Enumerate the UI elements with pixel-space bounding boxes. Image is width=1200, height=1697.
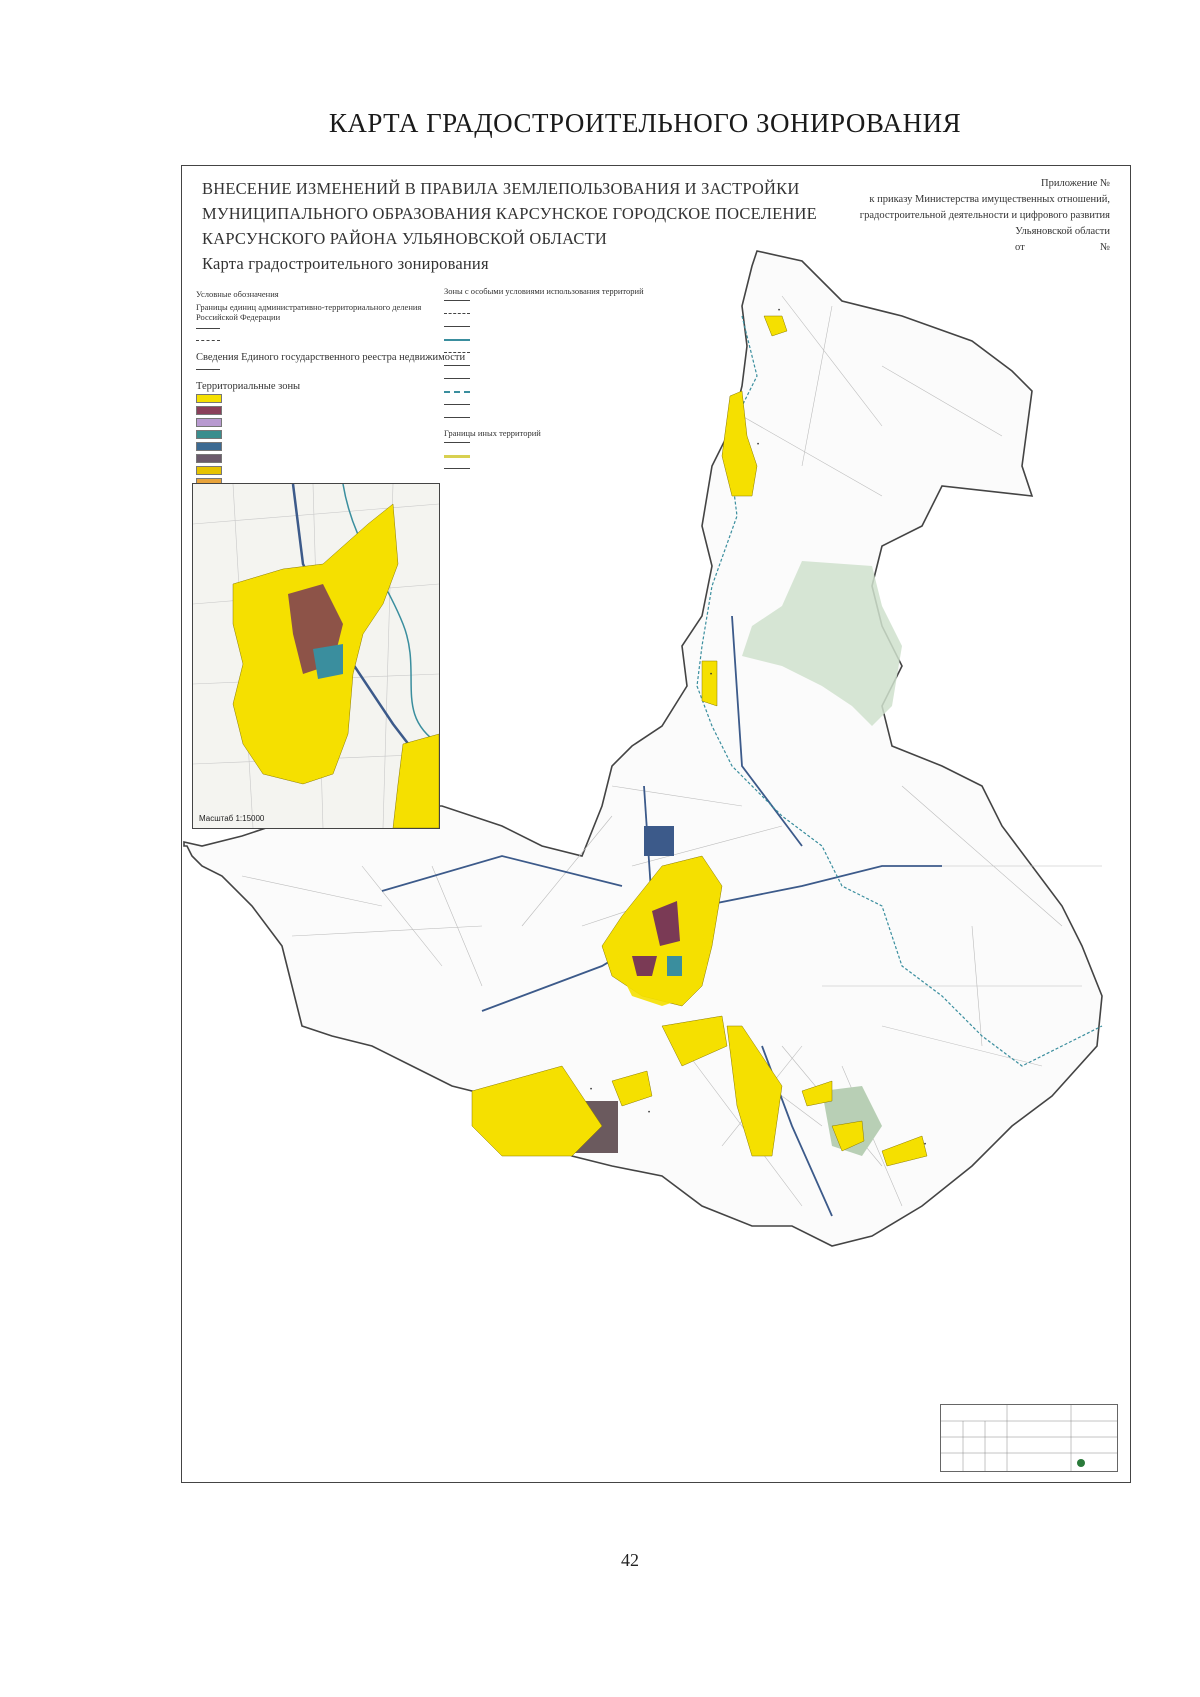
legend-line-symbol bbox=[196, 328, 220, 329]
inset-water-zone bbox=[313, 644, 343, 679]
legend2-line-symbol bbox=[444, 378, 470, 379]
company-logo-icon bbox=[1077, 1459, 1085, 1467]
legend-special-zones bbox=[444, 286, 704, 477]
appendix-date-number bbox=[780, 240, 1110, 256]
svg-text:•: • bbox=[590, 1087, 593, 1093]
appendix-line: Ульяновской области bbox=[1015, 226, 1110, 237]
legend2-item bbox=[444, 374, 704, 385]
legend2-line-symbol bbox=[444, 455, 470, 458]
svg-text:•: • bbox=[778, 308, 781, 314]
appendix-line: градостроительной деятельности и цифрового развития bbox=[859, 210, 1110, 221]
legend-zone-swatch bbox=[196, 442, 222, 451]
legend2-title: Зоны с особыми условиями использования территорий bbox=[444, 286, 644, 296]
legend-zone-swatch bbox=[196, 466, 222, 475]
appendix-title: Приложение № bbox=[1041, 178, 1110, 189]
legend-zone-swatch bbox=[196, 418, 222, 427]
appendix-ot: от bbox=[1015, 242, 1025, 253]
title-block-stamp bbox=[940, 1404, 1118, 1472]
inset-map-drawing bbox=[193, 484, 439, 828]
legend2-line-symbol bbox=[444, 339, 470, 341]
legend2-item bbox=[444, 400, 704, 411]
legend2-line-symbol bbox=[444, 442, 470, 443]
legend2-line-symbol bbox=[444, 391, 470, 393]
page-number: 42 bbox=[621, 1550, 639, 1570]
legend2-line-symbol bbox=[444, 352, 470, 353]
legend-zone-swatch bbox=[196, 454, 222, 463]
header-subtitle: Карта градостроительного зонирования bbox=[202, 254, 489, 273]
svg-text:•: • bbox=[924, 1142, 927, 1148]
map-sheet bbox=[181, 165, 1131, 1483]
appendix-note bbox=[780, 176, 1110, 256]
svg-text:•: • bbox=[757, 442, 760, 448]
legend-zone-swatch bbox=[196, 430, 222, 439]
legend2-line-symbol bbox=[444, 365, 470, 366]
legend2-line-symbol bbox=[444, 300, 470, 301]
legend-registry-heading: Сведения Единого государственного реестра недвижимости bbox=[196, 352, 466, 363]
legend2-line-symbol bbox=[444, 313, 470, 314]
legend-zones-heading: Территориальные зоны bbox=[196, 381, 301, 392]
page-title: КАРТА ГРАДОСТРОИТЕЛЬНОГО ЗОНИРОВАНИЯ bbox=[328, 108, 962, 138]
header-line: КАРСУНСКОГО РАЙОНА УЛЬЯНОВСКОЙ ОБЛАСТИ bbox=[202, 229, 608, 248]
legend2-line-symbol bbox=[444, 326, 470, 327]
legend2-other-heading: Границы иных территорий bbox=[444, 428, 541, 438]
legend2-item bbox=[444, 464, 704, 475]
stamp-grid bbox=[941, 1405, 1117, 1471]
legend-title: Условные обозначения bbox=[196, 289, 279, 299]
svg-text:•: • bbox=[710, 672, 713, 678]
header-line: МУНИЦИПАЛЬНОГО ОБРАЗОВАНИЯ КАРСУНСКОЕ ГОРОДСКОЕ ПОСЕЛЕНИЕ bbox=[202, 204, 817, 223]
legend2-line-symbol bbox=[444, 404, 470, 405]
legend-zone-swatch bbox=[196, 394, 222, 403]
road-zone bbox=[644, 826, 674, 856]
legend-admin-heading: Границы единиц административно-территориального деления Российской Федерации bbox=[196, 302, 422, 322]
inset-residential-east bbox=[393, 734, 439, 828]
legend2-item bbox=[444, 309, 704, 320]
legend-zone-swatch bbox=[196, 406, 222, 415]
legend2-item bbox=[444, 348, 704, 359]
appendix-no: № bbox=[1099, 242, 1110, 253]
legend2-item bbox=[444, 387, 704, 398]
legend2-item bbox=[444, 322, 704, 333]
legend2-item bbox=[444, 413, 704, 424]
svg-text:•: • bbox=[648, 1110, 651, 1116]
legend2-item bbox=[444, 361, 704, 372]
legend2-item bbox=[444, 296, 704, 307]
legend2-line-symbol bbox=[444, 417, 470, 418]
map-header bbox=[202, 176, 822, 276]
inset-map bbox=[192, 483, 440, 829]
legend2-list bbox=[444, 296, 704, 424]
legend2-item bbox=[444, 438, 704, 449]
legend2-line-symbol bbox=[444, 468, 470, 469]
appendix-line: к приказу Министерства имущественных отношений, bbox=[869, 194, 1110, 205]
header-line: ВНЕСЕНИЕ ИЗМЕНЕНИЙ В ПРАВИЛА ЗЕМЛЕПОЛЬЗОВАНИЯ И ЗАСТРОЙКИ bbox=[202, 179, 800, 198]
legend2-item bbox=[444, 335, 704, 346]
legend2-item bbox=[444, 451, 704, 462]
legend-line-symbol bbox=[196, 340, 220, 341]
legend-line-symbol bbox=[196, 369, 220, 370]
inset-scale: Масштаб 1:15000 bbox=[199, 814, 265, 823]
